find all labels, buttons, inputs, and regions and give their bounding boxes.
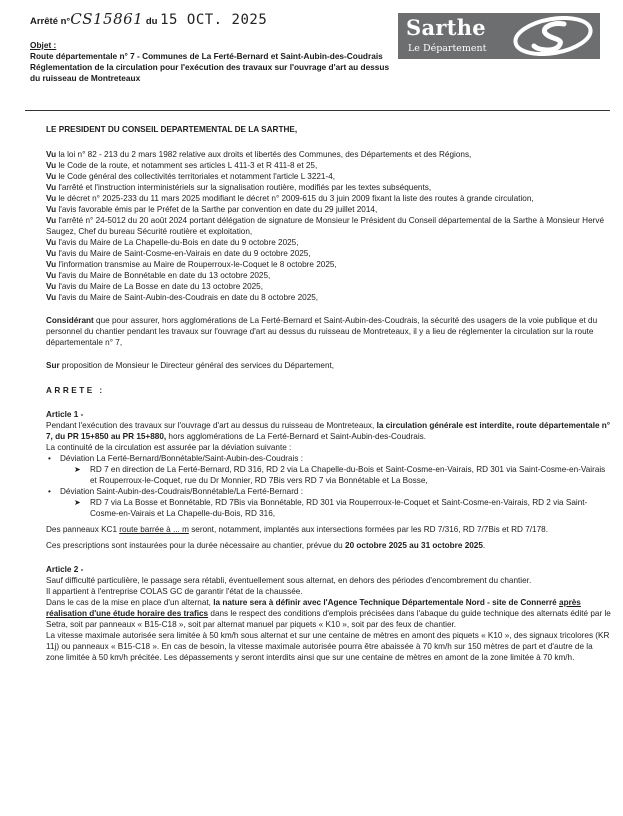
objet-label: Objet : xyxy=(30,40,57,50)
visa-item: Vu l'avis du Maire de Saint-Aubin-des-Coudrais en date du 8 octobre 2025, xyxy=(46,293,319,302)
du-label: du xyxy=(145,16,158,27)
visa-item: Vu le Code de la route, et notamment ses articles L 411-3 et R 411-8 et 25, xyxy=(46,161,318,170)
article-2-paragraph-1: Sauf difficulté particulière, le passage sera rétabli, éventuellement sous alternat, en dehors des périodes d'encombrement du chantier. xyxy=(46,576,532,585)
article-2 xyxy=(46,564,612,663)
article-2-paragraph-3: Dans le cas de la mise en place d'un alternat, la nature sera à définir avec l'Agence Technique Départementale Nord - site de Connerré après réalisation d'une étude horaire des trafics dans le respect des conditions d'emplois précisées dans l'abaque du guide technique des alternats édité par le Setra, soit par panneaux « B15-C18 », soit par alternat manuel par piquets « K10 », soit par des feux de chantier. xyxy=(46,598,611,629)
objet-line-2: Réglementation de la circulation pour l'exécution des travaux sur l'ouvrage d'art au dessus du ruisseau de Montreteaux xyxy=(30,62,390,83)
deviation-2-title: • Déviation Saint-Aubin-des-Coudrais/Bonnétable/La Ferté-Bernard : xyxy=(46,486,612,497)
sarthe-emblem-icon xyxy=(512,16,594,56)
article-1-signs: Des panneaux KC1 route barrée à ... m seront, notamment, implantés aux intersections formées par les RD 7/316, RD 7/7Bis et RD 7/178. xyxy=(46,525,548,534)
article-1 xyxy=(46,409,612,551)
visa-item: Vu la loi n° 82 - 213 du 2 mars 1982 relative aux droits et libertés des Communes, des Départements et des Régions, xyxy=(46,150,472,159)
header-divider xyxy=(25,110,610,111)
visa-item: Vu l'arrêté et l'instruction interministériels sur la signalisation routière, modifiés par les textes subséquents, xyxy=(46,183,432,192)
sarthe-logo xyxy=(398,13,600,59)
deviation-1-route: ➤ RD 7 en direction de La Ferté-Bernard, RD 316, RD 2 via La Chapelle-du-Bois et Saint-Cosme-en-Vairais, RD 301 via Saint-Cosme-en-Vairais et Rouperroux-le-Coquet, rue du Dr Monnier, RD 7Bis vers RD 7 via Bonnétable et La Bosse, xyxy=(46,464,612,486)
considerant-paragraph: Considérant que pour assurer, hors agglomérations de La Ferté-Bernard et Saint-Aubin-des-Coudrais, la sécurité des usagers de la voie publique et du personnel du chantier pendant les travaux sur l'ouvrage d'art au dessus du ruisseau de Montreteaux, il y a lieu de réglementer la circulation sur la route départementale n° 7, xyxy=(46,316,598,347)
logo-name: Sarthe xyxy=(406,15,486,40)
arrete-prefix: Arrêté n° xyxy=(30,16,71,27)
proposition-paragraph: Sur proposition de Monsieur le Directeur général des services du Département, xyxy=(46,361,335,370)
visa-item: Vu l'avis du Maire de La Bosse en date du 13 octobre 2025, xyxy=(46,282,264,291)
visa-item: Vu le Code général des collectivités territoriales et notamment l'article L 3221-4, xyxy=(46,172,336,181)
visa-item: Vu l'avis du Maire de Bonnétable en date du 13 octobre 2025, xyxy=(46,271,271,280)
visa-item: Vu le décret n° 2025-233 du 11 mars 2025 modifiant le décret n° 2009-615 du 3 juin 2009 fixant la liste des routes à grande circulation, xyxy=(46,194,534,203)
document-body xyxy=(46,124,612,663)
article-1-title: Article 1 - xyxy=(46,410,84,419)
visa-item: Vu l'information transmise au Maire de Rouperroux-le-Coquet le 8 octobre 2025, xyxy=(46,260,337,269)
article-2-title: Article 2 - xyxy=(46,565,84,574)
logo-subtitle: Le Département xyxy=(408,43,487,54)
president-heading: LE PRESIDENT DU CONSEIL DEPARTEMENTAL DE LA SARTHE, xyxy=(46,125,298,134)
arrete-date-stamp: 15 OCT. 2025 xyxy=(160,12,268,28)
article-2-paragraph-4: La vitesse maximale autorisée sera limitée à 50 km/h sous alternat et sur une centaine de mètres en amont des piquets « K10 », des signaux tricolores (KR 11j) ou panneaux « B15-C18 ». En cas de besoin, la vitesse maximale autorisée pourra être abaissée à 70 km/h sur 150 mètres de part et d'autre de la zone limitée à 50 km/h précitée. Les dépassements y seront interdits ainsi que sur une centaine de mètres en amont de la zone limitée à 70 km/h. xyxy=(46,631,610,662)
arrete-number-line xyxy=(30,10,267,28)
objet-line-1: Route départementale n° 7 - Communes de La Ferté-Bernard et Saint-Aubin-des-Coudrais xyxy=(30,51,383,61)
article-1-paragraph: Pendant l'exécution des travaux sur l'ouvrage d'art au dessus du ruisseau de Montreteaux, la circulation générale est interdite, route départementale n° 7, du PR 15+850 au PR 15+880, hors agglomérations de La Ferté-Bernard et Saint-Aubin-des-Coudrais. xyxy=(46,421,611,441)
article-2-paragraph-2: Il appartient à l'entreprise COLAS GC de garantir l'état de la chaussée. xyxy=(46,587,303,596)
document-header xyxy=(0,0,623,112)
article-1-duration: Ces prescriptions sont instaurées pour la durée nécessaire au chantier, prévue du 20 octobre 2025 au 31 octobre 2025. xyxy=(46,541,486,550)
deviation-2-route: ➤ RD 7 via La Bosse et Bonnétable, RD 7Bis via Bonnétable, RD 301 via Rouperroux-le-Coquet et Saint-Cosme-en-Vairais, RD 2 via Saint-Cosme-en-Vairais et La Chapelle-du-Bois, RD 316, xyxy=(46,497,612,519)
objet-block xyxy=(30,40,400,84)
visa-item: Vu l'avis favorable émis par le Préfet de la Sarthe par convention en date du 29 juillet 2014, xyxy=(46,205,378,214)
visa-item: Vu l'avis du Maire de La Chapelle-du-Bois en date du 9 octobre 2025, xyxy=(46,238,299,247)
visas-list xyxy=(46,149,612,303)
visa-item: Vu l'avis du Maire de Saint-Cosme-en-Vairais en date du 9 octobre 2025, xyxy=(46,249,311,258)
arrete-number: CS15861 xyxy=(70,10,144,28)
arrete-heading: ARRETE : xyxy=(46,386,105,395)
deviation-1-title: • Déviation La Ferté-Bernard/Bonnétable/Saint-Aubin-des-Coudrais : xyxy=(46,453,612,464)
visa-item: Vu l'arrêté n° 24-5012 du 20 août 2024 portant délégation de signature de Monsieur le Président du Conseil départemental de la Sarthe à Monsieur Hervé Saugez, Chef du bureau Sécurité routière et exploitation, xyxy=(46,216,605,236)
article-1-continuity: La continuité de la circulation est assurée par la déviation suivante : xyxy=(46,443,292,452)
